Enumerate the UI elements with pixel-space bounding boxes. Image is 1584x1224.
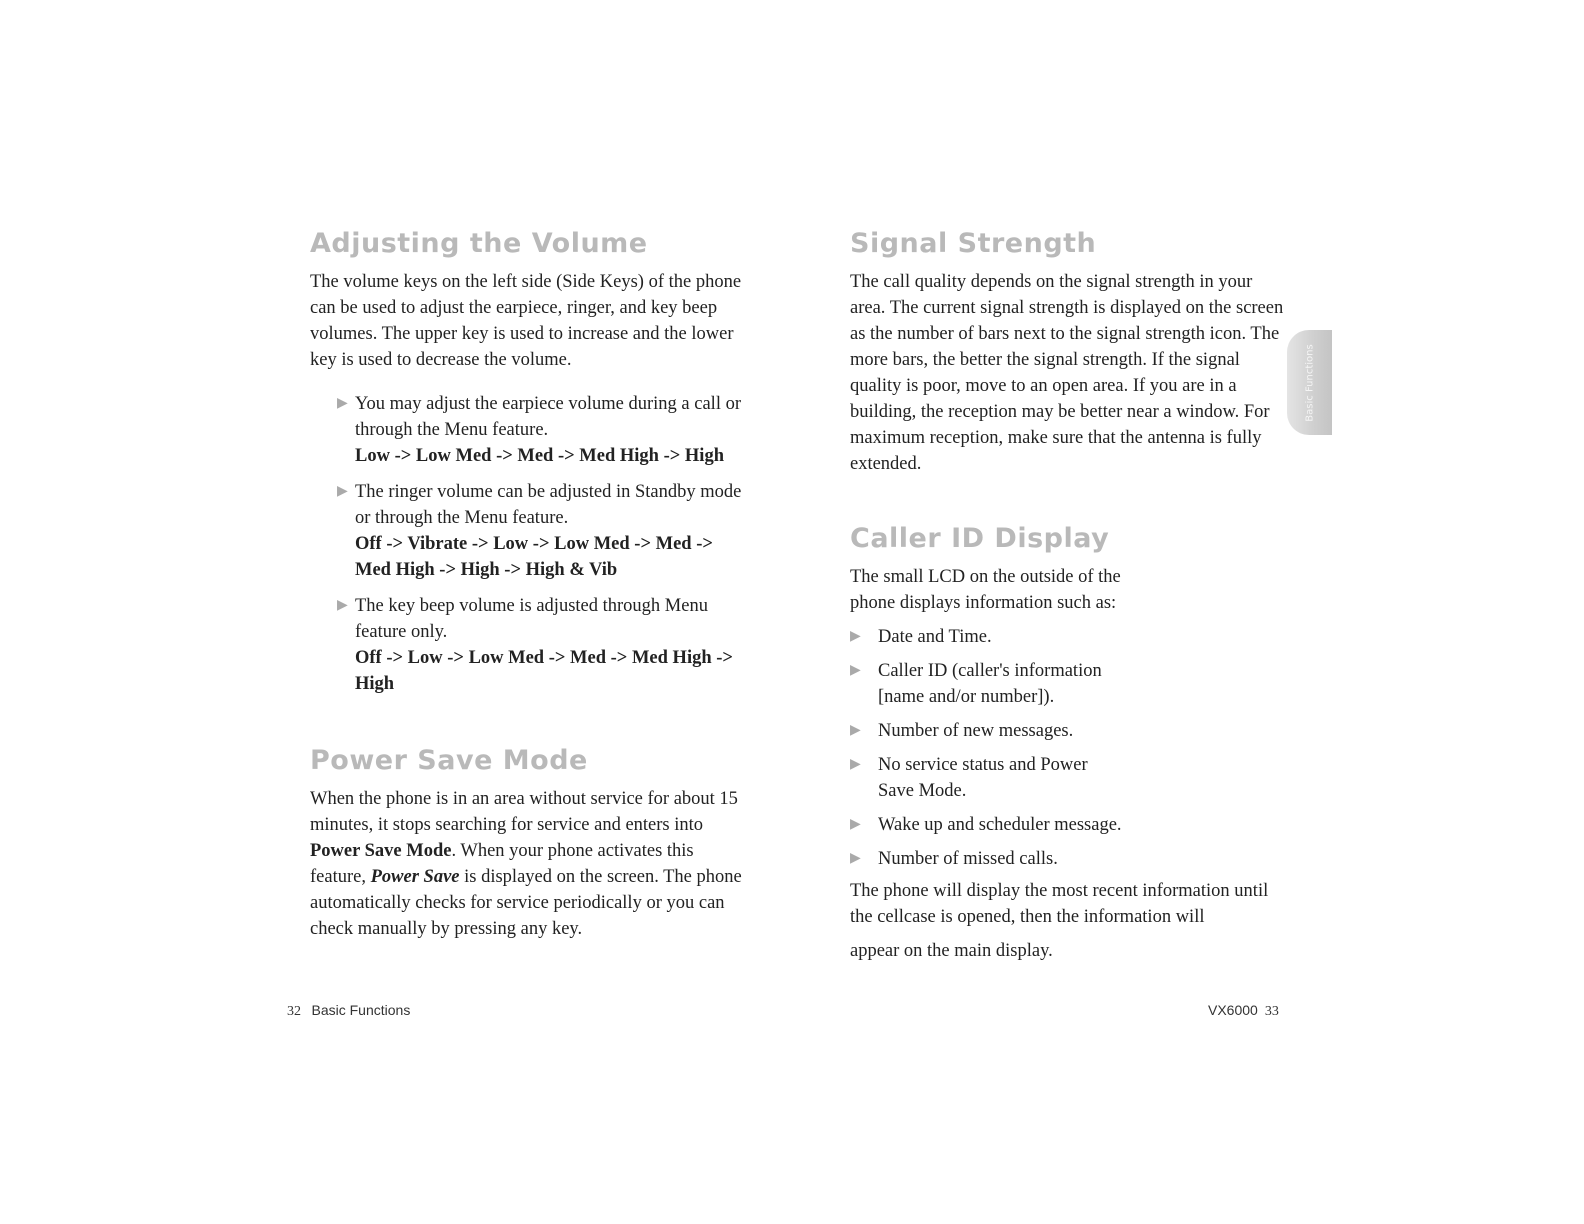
bullet-key-beep (310, 593, 750, 697)
volume-sequence: Off -> Low -> Low Med -> Med -> Med High -> High (355, 648, 733, 694)
caller-id-item: ▶ Number of new messages. (850, 718, 1128, 744)
signal-strength-heading: Signal Strength (850, 228, 1097, 259)
bullet-arrow-icon: ▶ (337, 396, 348, 411)
power-save-text-2: . When your phone activates this feature, (310, 841, 694, 887)
power-save-italic: Power Save (370, 867, 460, 887)
caller-id-heading: Caller ID Display (850, 523, 1110, 554)
signal-strength-body: The call quality depends on the signal strength in your area. The current signal strength is displayed on the screen as the number of bars next to the signal strength icon. The more bars, the better the signal strength. If the signal quality is poor, move to an open area. If you are in a building, the reception may be better near a window. For maximum reception, make sure that the antenna is fully extended. (850, 272, 1284, 474)
bullet-arrow-icon: ▶ (850, 629, 861, 644)
caller-id-item: ▶ Number of missed calls. (850, 846, 1178, 872)
bullet-arrow-icon: ▶ (850, 851, 861, 866)
caller-id-item: ▶ Caller ID (caller's information [name and/or number]). (850, 658, 1128, 710)
bullet-arrow-icon: ▶ (850, 663, 861, 678)
power-save-body (310, 786, 750, 942)
bullet-arrow-icon: ▶ (337, 598, 348, 613)
bullet-earpiece (310, 391, 750, 469)
power-save-text-1: When the phone is in an area without service for about 15 minutes, it stops searching for service and enters into (310, 789, 738, 835)
footer-right (1208, 1002, 1279, 1020)
power-save-mode-bold: Power Save Mode (310, 841, 452, 861)
left-page (310, 228, 750, 942)
bullet-arrow-icon: ▶ (850, 817, 861, 832)
bullet-text: The key beep volume is adjusted through Menu feature only. (355, 596, 708, 642)
caller-id-intro: The small LCD on the outside of the phone displays information such as: (850, 567, 1121, 613)
footer-model-label: VX6000 (1208, 1002, 1258, 1018)
page-number-left: 32 (287, 1004, 301, 1019)
section-tab (1287, 330, 1332, 435)
adjusting-volume-intro: The volume keys on the left side (Side Keys) of the phone can be used to adjust the earpiece, ringer, and key beep volumes. The upper key is used to increase and the lower key is used to decrease the volume. (310, 272, 742, 370)
caller-id-outro: The phone will display the most recent information until the cellcase is opened, then the information will (850, 881, 1269, 927)
volume-sequence: Low -> Low Med -> Med -> Med High -> High (355, 446, 724, 466)
bullet-ringer (310, 479, 750, 583)
caller-id-item: ▶ Wake up and scheduler message. (850, 812, 1178, 838)
footer-left (287, 1002, 410, 1020)
bullet-arrow-icon: ▶ (337, 484, 348, 499)
bullet-arrow-icon: ▶ (850, 723, 861, 738)
volume-sequence: Off -> Vibrate -> Low -> Low Med -> Med -> Med High -> High -> High & Vib (355, 534, 713, 580)
caller-id-outro-end: appear on the main display. (850, 941, 1053, 961)
right-page (850, 228, 1290, 964)
power-save-heading: Power Save Mode (310, 745, 588, 776)
adjusting-volume-heading: Adjusting the Volume (310, 228, 648, 259)
caller-id-item: ▶ Date and Time. (850, 624, 1128, 650)
bullet-arrow-icon: ▶ (850, 757, 861, 772)
caller-id-item: ▶ No service status and Power Save Mode. (850, 752, 1128, 804)
bullet-text: The ringer volume can be adjusted in Standby mode or through the Menu feature. (355, 482, 742, 528)
section-tab-label: Basic Functions (1304, 343, 1315, 422)
footer-section-label: Basic Functions (311, 1002, 411, 1018)
page-number-right: 33 (1264, 1004, 1279, 1019)
bullet-text: You may adjust the earpiece volume during a call or through the Menu feature. (355, 394, 741, 440)
power-save-text-3: is displayed on the screen. The phone automatically checks for service periodically or you can check manually by pressing any key. (310, 867, 742, 939)
